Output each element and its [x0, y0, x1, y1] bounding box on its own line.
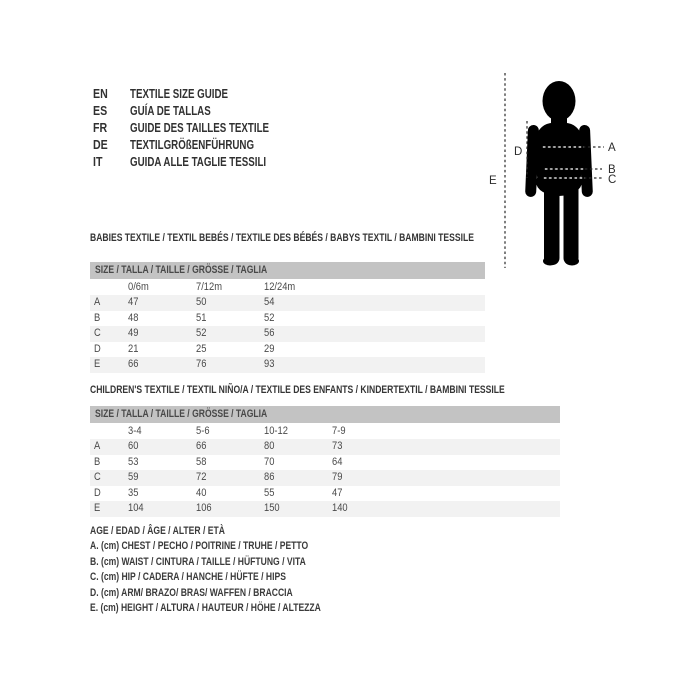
row-label [90, 295, 128, 311]
figure-label-b: B [608, 164, 616, 176]
table-row [90, 342, 485, 358]
row-label [90, 501, 128, 517]
column-header-text: 3-4 [128, 425, 142, 437]
row-value [128, 326, 196, 342]
column-header-text: 0/6m [128, 281, 149, 293]
row-value [196, 357, 264, 373]
column-header-text: 7/12m [196, 281, 222, 293]
row-label [90, 486, 128, 502]
row-value-text: 70 [264, 455, 275, 468]
language-code-text: FR [93, 121, 108, 135]
row-label [90, 342, 128, 358]
row-value-text: 50 [196, 296, 207, 308]
column-header-spacer [90, 279, 128, 295]
legend-line [90, 601, 386, 616]
babies-table-title-text: BABIES TEXTILE / TEXTIL BEBÉS / TEXTILE DES BÉBÉS / BABYS TEXTIL / BAMBINI TESSILE [90, 232, 474, 244]
row-value [332, 470, 400, 486]
row-value-text: 72 [196, 471, 207, 483]
row-label [90, 470, 128, 486]
row-label [90, 311, 128, 327]
babies-table-body [90, 279, 485, 373]
language-title [130, 120, 308, 137]
table-row [90, 470, 560, 486]
table-column-header-row [90, 423, 560, 439]
language-code-text: DE [93, 138, 108, 152]
language-title [130, 103, 308, 120]
language-title-text: GUIDE DES TAILLES TEXTILE [130, 121, 270, 135]
table-row [90, 357, 485, 373]
row-value [196, 326, 264, 342]
legend-line [90, 524, 386, 539]
row-value-text: 35 [128, 486, 139, 499]
row-value-text: 56 [264, 327, 275, 339]
row-label [90, 357, 128, 373]
legend-line-text: B. (cm) WAIST / CINTURA / TAILLE / HÜFTUNG / VITA [90, 555, 306, 568]
language-code [93, 86, 130, 103]
row-value-text: 49 [128, 327, 139, 339]
language-code-text: ES [93, 104, 108, 118]
column-header-text: 7-9 [332, 425, 346, 437]
figure-label-c: C [608, 174, 617, 186]
legend-line [90, 539, 386, 554]
row-value-text: 58 [196, 455, 207, 468]
babies-size-header-text: SIZE / TALLA / TAILLE / GRÖSSE / TAGLIA [95, 264, 268, 276]
language-code [93, 137, 130, 154]
children-table-title-text: CHILDREN'S TEXTILE / TEXTIL NIÑO/A / TEXTILE DES ENFANTS / KINDERTEXTIL / BAMBINI TESSILE [90, 384, 505, 396]
row-value-text: 140 [332, 502, 348, 514]
language-row [93, 86, 308, 103]
column-header [332, 423, 400, 439]
table-row [90, 439, 560, 455]
legend-line-text: C. (cm) HIP / CADERA / HANCHE / HÜFTE / HIPS [90, 571, 286, 584]
row-value-text: 25 [196, 342, 207, 355]
language-row [93, 120, 308, 137]
table-row [90, 326, 485, 342]
row-value [264, 501, 332, 517]
row-label-text: C [94, 471, 101, 483]
row-value-text: 52 [264, 311, 275, 324]
table-column-header-row [90, 279, 485, 295]
figure-label-a: A [608, 142, 616, 154]
figure-label-e: E [489, 175, 497, 187]
row-value-text: 150 [264, 502, 280, 514]
row-value-text: 79 [332, 471, 343, 483]
language-code [93, 120, 130, 137]
row-value-text: 60 [128, 440, 139, 452]
language-title [130, 137, 308, 154]
row-value-text: 48 [128, 311, 139, 324]
column-header [196, 423, 264, 439]
row-value-text: 55 [264, 486, 275, 499]
column-header-text: 10-12 [264, 425, 288, 437]
row-value-text: 40 [196, 486, 207, 499]
row-label-text: D [94, 342, 101, 355]
language-row [93, 103, 308, 120]
language-code-text: EN [93, 87, 108, 101]
row-value [196, 439, 264, 455]
row-label-text: D [94, 486, 101, 499]
row-value [128, 439, 196, 455]
row-value-text: 47 [128, 296, 139, 308]
row-value [196, 470, 264, 486]
legend-line-text: E. (cm) HEIGHT / ALTURA / HAUTEUR / HÖHE / ALTEZZA [90, 601, 321, 614]
row-value [264, 295, 332, 311]
row-value-text: 52 [196, 327, 207, 339]
row-label [90, 455, 128, 471]
legend-line [90, 570, 386, 585]
child-measurement-figure [485, 58, 650, 273]
language-title-text: GUIDA ALLE TAGLIE TESSILI [130, 155, 267, 169]
row-value [128, 342, 196, 358]
language-code-text: IT [93, 155, 103, 169]
babies-table-title [90, 232, 485, 245]
row-label-text: E [94, 502, 101, 514]
language-title-text: TEXTILE SIZE GUIDE [130, 87, 229, 101]
figure-label-d: D [514, 146, 523, 158]
column-header [128, 279, 196, 295]
row-value [196, 501, 264, 517]
language-row [93, 154, 308, 171]
row-value [128, 470, 196, 486]
row-value [128, 486, 196, 502]
language-row [93, 137, 308, 154]
row-value [128, 501, 196, 517]
row-value-text: 54 [264, 296, 275, 308]
row-value-text: 93 [264, 358, 275, 370]
row-value [128, 357, 196, 373]
row-value [264, 439, 332, 455]
row-label-text: B [94, 455, 101, 468]
row-value-text: 51 [196, 311, 207, 324]
language-code [93, 154, 130, 171]
row-label [90, 326, 128, 342]
row-value [264, 357, 332, 373]
child-silhouette-svg [485, 58, 650, 273]
measurement-legend [90, 524, 386, 616]
row-value-text: 53 [128, 455, 139, 468]
row-value [196, 486, 264, 502]
column-header-text: 12/24m [264, 281, 296, 293]
row-value-text: 104 [128, 502, 144, 514]
legend-line-text: AGE / EDAD / ÂGE / ALTER / ETÀ [90, 525, 225, 537]
row-value [332, 501, 400, 517]
column-header [196, 279, 264, 295]
row-value-text: 21 [128, 342, 139, 355]
column-header [264, 279, 332, 295]
row-value [264, 470, 332, 486]
language-code [93, 103, 130, 120]
row-value-text: 80 [264, 440, 275, 452]
language-title-text: TEXTILGRÖßENFÜHRUNG [130, 138, 255, 152]
row-label-text: B [94, 311, 101, 324]
legend-line-text: A. (cm) CHEST / PECHO / POITRINE / TRUHE / PETTO [90, 540, 309, 553]
row-value [264, 311, 332, 327]
table-row [90, 295, 485, 311]
row-value-text: 59 [128, 471, 139, 483]
row-value [332, 455, 400, 471]
table-row [90, 486, 560, 502]
row-value [264, 326, 332, 342]
column-header-text: 5-6 [196, 425, 210, 437]
table-row [90, 501, 560, 517]
legend-line [90, 586, 386, 601]
children-size-header-text: SIZE / TALLA / TAILLE / GRÖSSE / TAGLIA [95, 408, 268, 420]
row-value [332, 439, 400, 455]
column-header-spacer [90, 423, 128, 439]
column-header [128, 423, 196, 439]
table-row [90, 311, 485, 327]
row-value-text: 66 [196, 440, 207, 452]
legend-line-text: D. (cm) ARM/ BRAZO/ BRAS/ WAFFEN / BRACCIA [90, 586, 293, 599]
children-size-table [90, 384, 560, 517]
table-row [90, 455, 560, 471]
row-value-text: 47 [332, 486, 343, 499]
row-value-text: 73 [332, 440, 343, 452]
row-value [196, 342, 264, 358]
row-value [128, 311, 196, 327]
column-header [264, 423, 332, 439]
row-value-text: 106 [196, 502, 212, 514]
language-title [130, 86, 308, 103]
children-table-body [90, 423, 560, 517]
row-value-text: 29 [264, 342, 275, 355]
language-title-text: GUÍA DE TALLAS [130, 104, 211, 118]
row-value [264, 342, 332, 358]
row-value [332, 486, 400, 502]
row-label-text: C [94, 327, 101, 339]
row-value [196, 295, 264, 311]
row-value-text: 76 [196, 358, 207, 370]
babies-size-header-bar [90, 262, 485, 279]
language-title-list [93, 86, 308, 171]
row-label [90, 439, 128, 455]
children-size-header-bar [90, 406, 560, 423]
row-value-text: 66 [128, 358, 139, 370]
row-value [196, 311, 264, 327]
row-value [264, 486, 332, 502]
legend-line [90, 555, 386, 570]
babies-size-table [90, 232, 485, 373]
row-value-text: 86 [264, 471, 275, 483]
language-title [130, 154, 308, 171]
row-label-text: E [94, 358, 101, 370]
row-label-text: A [94, 296, 101, 308]
child-silhouette [525, 81, 593, 266]
children-table-title [90, 384, 560, 397]
row-label-text: A [94, 440, 101, 452]
row-value [128, 295, 196, 311]
row-value [196, 455, 264, 471]
row-value [128, 455, 196, 471]
row-value [264, 455, 332, 471]
row-value-text: 64 [332, 455, 343, 468]
